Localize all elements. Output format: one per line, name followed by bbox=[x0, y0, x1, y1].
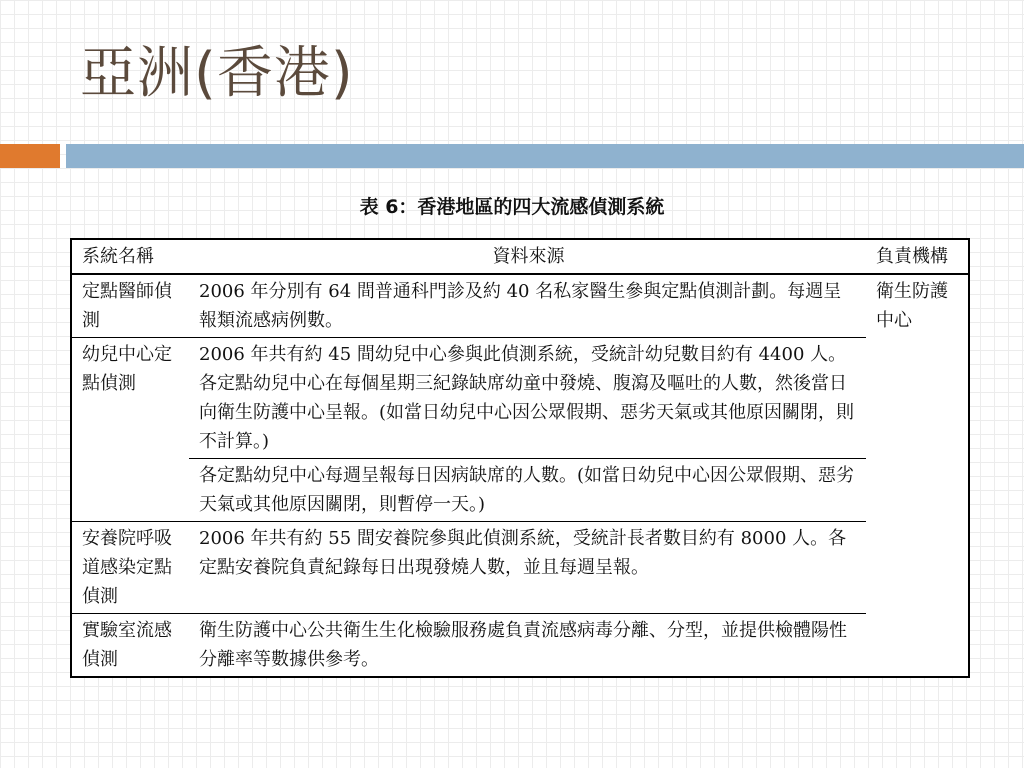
table-row bbox=[71, 614, 969, 678]
system-name-cell: 實驗室流感偵測 bbox=[71, 614, 189, 678]
table-row bbox=[71, 274, 969, 338]
table-row bbox=[71, 459, 969, 522]
data-source-cell: 2006 年共有約 55 間安養院參與此偵測系統，受統計長者數目約有 8000 人。各定點安養院負責紀錄每日出現發燒人數，並且每週呈報。 bbox=[189, 522, 866, 614]
table-container bbox=[70, 238, 970, 678]
header-organization: 負責機構 bbox=[866, 239, 969, 274]
data-source-cell: 衛生防護中心公共衛生生化檢驗服務處負責流感病毒分離、分型，並提供檢體陽性分離率等數據供參考。 bbox=[189, 614, 866, 678]
system-name-cell: 安養院呼吸道感染定點偵測 bbox=[71, 522, 189, 614]
header-system-name: 系統名稱 bbox=[71, 239, 189, 274]
data-source-cell: 2006 年分別有 64 間普通科門診及約 40 名私家醫生參與定點偵測計劃。每週呈報類流感病例數。 bbox=[199, 281, 842, 331]
slide-title: 亞洲(香港) bbox=[80, 41, 354, 106]
table-row bbox=[71, 338, 969, 459]
system-name-cell: 定點醫師偵測 bbox=[82, 281, 172, 331]
data-source-cell: 各定點幼兒中心每週呈報每日因病缺席的人數。(如當日幼兒中心因公眾假期、惡劣天氣或其他原因關閉，則暫停一天。) bbox=[189, 459, 866, 522]
data-source-cell: 2006 年共有約 45 間幼兒中心參與此偵測系統，受統計幼兒數目約有 4400 人。各定點幼兒中心在每個星期三紀錄缺席幼童中發燒、腹瀉及嘔吐的人數，然後當日向衛生防護中心呈報。(如當日幼兒中心因公眾假期、惡劣天氣或其他原因關閉，則不計算。) bbox=[189, 338, 866, 459]
accent-bar-blue bbox=[66, 144, 1024, 168]
table-caption: 表 6：香港地區的四大流感偵測系統 bbox=[359, 196, 665, 218]
surveillance-table bbox=[70, 238, 970, 678]
system-name-cell: 幼兒中心定點偵測 bbox=[71, 338, 189, 522]
table-row bbox=[71, 522, 969, 614]
table-header-row bbox=[71, 239, 969, 274]
header-data-source: 資料來源 bbox=[189, 239, 866, 274]
organization-cell: 衛生防護中心 bbox=[876, 281, 948, 331]
accent-bar-orange bbox=[0, 144, 60, 168]
